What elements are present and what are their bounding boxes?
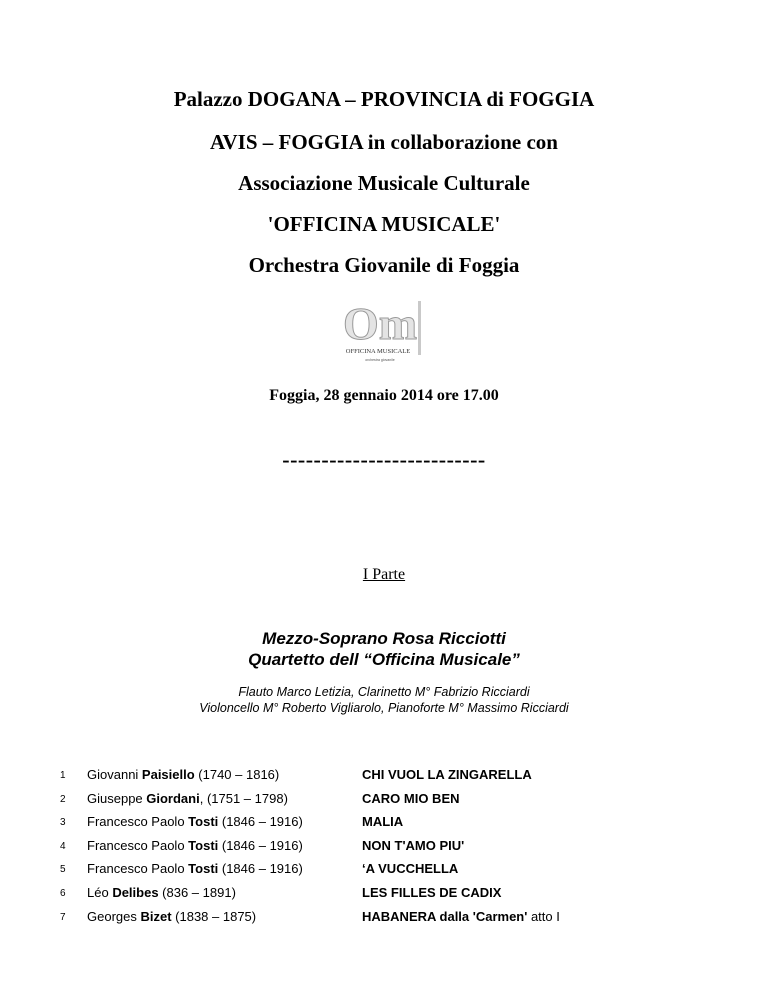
piece-title: ‘A VUCCHELLA <box>362 861 459 877</box>
piece-title: CARO MIO BEN <box>362 790 460 806</box>
header-line-palazzo: Palazzo DOGANA – PROVINCIA di FOGGIA <box>173 87 595 111</box>
logo-monogram: Om <box>342 298 418 349</box>
performer-soloist: Mezzo-Soprano Rosa Ricciotti <box>262 629 506 648</box>
program-item <box>0 909 768 933</box>
header-line-associazione: Associazione Musicale Culturale <box>238 171 530 195</box>
composer: Georges Bizet (1838 – 1875) <box>87 908 257 924</box>
piece-title: HABANERA dalla 'Carmen' atto I <box>362 908 560 924</box>
event-date: Foggia, 28 gennaio 2014 ore 17.00 <box>269 387 499 404</box>
piece-title: CHI VUOL LA ZINGARELLA <box>362 767 532 782</box>
program-number: 4 <box>60 840 66 852</box>
header-line-officina: 'OFFICINA MUSICALE' <box>267 212 501 236</box>
program-number: 7 <box>60 911 66 923</box>
program-item <box>0 838 768 862</box>
composer: Francesco Paolo Tosti (1846 – 1916) <box>87 814 303 830</box>
musicians-line-1: Flauto Marco Letizia, Clarinetto M° Fabrizio Ricciardi <box>238 685 530 699</box>
logo-sub: orchestra giovanile <box>365 358 395 362</box>
performer-ensemble: Quartetto dell “Officina Musicale” <box>248 650 520 669</box>
header-line-orchestra: Orchestra Giovanile di Foggia <box>248 253 520 277</box>
composer: Léo Delibes (836 – 1891) <box>87 884 236 900</box>
officina-musicale-logo <box>340 295 424 367</box>
piece-title: LES FILLES DE CADIX <box>362 884 502 900</box>
composer: Giovanni Paisiello (1740 – 1816) <box>87 767 280 782</box>
program-number: 1 <box>60 770 66 781</box>
program-item <box>0 791 768 815</box>
separator-line: -------------------------- <box>282 447 486 472</box>
logo-name: OFFICINA MUSICALE <box>345 348 411 355</box>
header-line-avis: AVIS – FOGGIA in collaborazione con <box>210 130 558 154</box>
program-number: 2 <box>60 793 66 805</box>
program-item <box>0 861 768 885</box>
piece-title: MALIA <box>362 814 404 830</box>
program-list <box>0 767 768 932</box>
composer: Francesco Paolo Tosti (1846 – 1916) <box>87 837 303 853</box>
composer: Francesco Paolo Tosti (1846 – 1916) <box>87 861 303 877</box>
program-number: 3 <box>60 817 66 829</box>
program-item <box>0 885 768 909</box>
composer: Giuseppe Giordani, (1751 – 1798) <box>87 790 288 806</box>
program-item <box>0 814 768 838</box>
part-title: I Parte <box>362 566 406 583</box>
musicians-line-2: Violoncello M° Roberto Vigliarolo, Pianoforte M° Massimo Ricciardi <box>199 701 569 715</box>
program-item <box>0 767 768 791</box>
program-number: 6 <box>60 887 66 899</box>
program-number: 5 <box>60 864 66 876</box>
piece-title: NON T'AMO PIU' <box>362 837 465 853</box>
